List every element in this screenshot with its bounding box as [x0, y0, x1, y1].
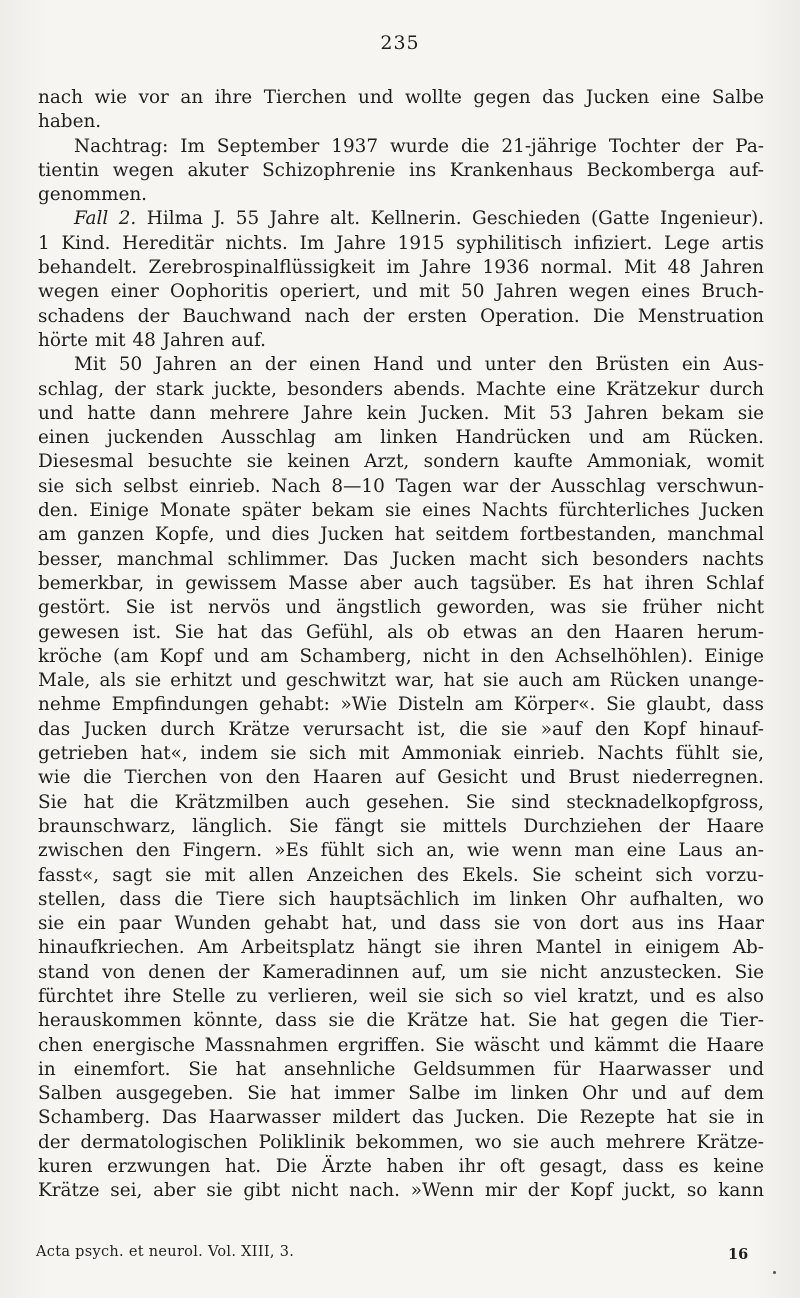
text-line: nach wie vor an ihre Tierchen und wollte gegen das Jucken eine Salbe	[38, 87, 764, 108]
journal-footer: Acta psych. et neurol. Vol. XIII, 3.	[36, 1244, 295, 1260]
text-line: Diesesmal besuchte sie keinen Arzt, sondern kaufte Ammoniak, womit	[38, 451, 764, 473]
text-line: genommen.	[38, 184, 148, 206]
text-line: einen juckenden Ausschlag am linken Handrücken und am Rücken.	[38, 427, 764, 449]
text-line: Sie hat die Krätzmilben auch gesehen. Sie sind stecknadelkopfgross,	[38, 791, 764, 813]
text-line: Schamberg. Das Haarwasser mildert das Jucken. Die Rezepte hat sie in	[38, 1107, 764, 1129]
text-line: in einemfort. Sie hat ansehnliche Geldsummen für Haarwasser und	[38, 1058, 764, 1080]
text-line: schlag, der stark juckte, besonders abends. Machte eine Krätzekur durch	[38, 378, 764, 400]
text-line: Nachtrag: Im September 1937 wurde die 21-jährige Tochter der Pa-	[74, 135, 764, 157]
paragraph	[38, 135, 764, 208]
text-line: sie ein paar Wunden gehabt hat, und dass sie von dort aus ins Haar	[38, 913, 764, 935]
text-line	[38, 207, 764, 231]
paragraph	[38, 86, 764, 135]
text-line: fürchtet ihre Stelle zu verlieren, weil sie sich so viel kratzt, und es also	[38, 985, 764, 1007]
text-line: der dermatologischen Poliklinik bekommen, wo sie auch mehrere Krätze-	[38, 1131, 764, 1153]
text-line: kuren erzwungen hat. Die Ärzte haben ihr oft gesagt, dass es keine	[38, 1156, 764, 1178]
case-label: Fall 2.	[74, 208, 137, 230]
text-line: Male, als sie erhitzt und geschwitzt war, hat sie auch am Rücken unange-	[38, 670, 764, 692]
text-line: Salben ausgegeben. Sie hat immer Salbe im linken Ohr und auf dem	[38, 1083, 764, 1105]
text-line: wie die Tierchen von den Haaren auf Gesicht und Brust niederregnen.	[38, 767, 764, 789]
text-line: Mit 50 Jahren an der einen Hand und unter den Brüsten ein Aus-	[74, 354, 764, 376]
text-line: chen energische Massnahmen ergriffen. Sie wäscht und kämmt die Haare	[38, 1034, 764, 1056]
text-line: braunschwarz, länglich. Sie fängt sie mittels Durchziehen der Haare	[38, 815, 764, 837]
text-line: zwischen den Fingern. »Es fühlt sich an, wie wenn man eine Laus an-	[38, 840, 764, 862]
text-line: kröche (am Kopf und am Schamberg, nicht in den Achselhöhlen). Einige	[38, 645, 764, 667]
text-line: hörte mit 48 Jahren auf.	[38, 329, 266, 351]
text-line: haben.	[38, 111, 102, 133]
text-line: wegen einer Oophoritis operiert, und mit 50 Jahren wegen eines Bruch-	[38, 281, 764, 303]
text-line: 1 Kind. Hereditär nichts. Im Jahre 1915 syphilitisch infiziert. Lege artis	[38, 232, 764, 254]
text-line: gestört. Sie ist nervös und ängstlich geworden, was sie früher nicht	[38, 597, 764, 619]
text-line: das Jucken durch Krätze verursacht ist, die sie »auf den Kopf hinauf-	[38, 718, 764, 740]
text-line: und hatte dann mehrere Jahre kein Jucken. Mit 53 Jahren bekam sie	[38, 402, 764, 424]
text-line: stellen, dass die Tiere sich hauptsächlich im linken Ohr aufhalten, wo	[38, 888, 764, 910]
text-line: getrieben hat«, indem sie sich mit Ammoniak einrieb. Nachts fühlt sie,	[38, 743, 764, 765]
body-text	[38, 86, 764, 1204]
text-line: behandelt. Zerebrospinalflüssigkeit im Jahre 1936 normal. Mit 48 Jahren	[38, 257, 764, 279]
text-line: schadens der Bauchwand nach der ersten Operation. Die Menstruation	[38, 305, 764, 327]
text-line: den. Einige Monate später bekam sie eines Nachts fürchterliches Jucken	[38, 500, 764, 522]
text-line: nehme Empfindungen gehabt: »Wie Disteln am Körper«. Sie glaubt, dass	[38, 694, 764, 716]
text-line: sie sich selbst einrieb. Nach 8—10 Tagen war der Ausschlag verschwun-	[38, 475, 764, 497]
text-line: bemerkbar, in gewissem Masse aber auch tagsüber. Es hat ihren Schlaf	[38, 572, 764, 594]
text-line: tientin wegen akuter Schizophrenie ins Krankenhaus Beckomberga auf-	[38, 159, 764, 181]
text-line: gewesen ist. Sie hat das Gefühl, als ob etwas an den Haaren herum-	[38, 621, 764, 643]
signature-mark: 16	[728, 1246, 749, 1263]
text-line: Krätze sei, aber sie gibt nicht nach. »Wenn mir der Kopf juckt, so kann	[38, 1180, 764, 1202]
text-line: herauskommen könnte, dass sie die Krätze hat. Sie hat gegen die Tier-	[38, 1010, 764, 1032]
paragraph	[38, 353, 764, 1203]
text-line: besser, manchmal schlimmer. Das Jucken macht sich besonders nachts	[38, 548, 764, 570]
text-line-rest: Hilma J. 55 Jahre alt. Kellnerin. Geschieden (Gatte Ingenieur).	[146, 208, 764, 230]
paragraph	[38, 207, 764, 353]
print-speck	[773, 1271, 776, 1274]
text-line: fasst«, sagt sie mit allen Anzeichen des Ekels. Sie scheint sich vorzu-	[38, 864, 764, 886]
page-number: 235	[380, 32, 420, 54]
text-line: stand von denen der Kameradinnen auf, um sie nicht anzustecken. Sie	[38, 961, 764, 983]
text-line: hinaufkriechen. Am Arbeitsplatz hängt sie ihren Mantel in einigem Ab-	[38, 937, 764, 959]
text-line: am ganzen Kopfe, und dies Jucken hat seitdem fortbestanden, manchmal	[38, 524, 764, 546]
